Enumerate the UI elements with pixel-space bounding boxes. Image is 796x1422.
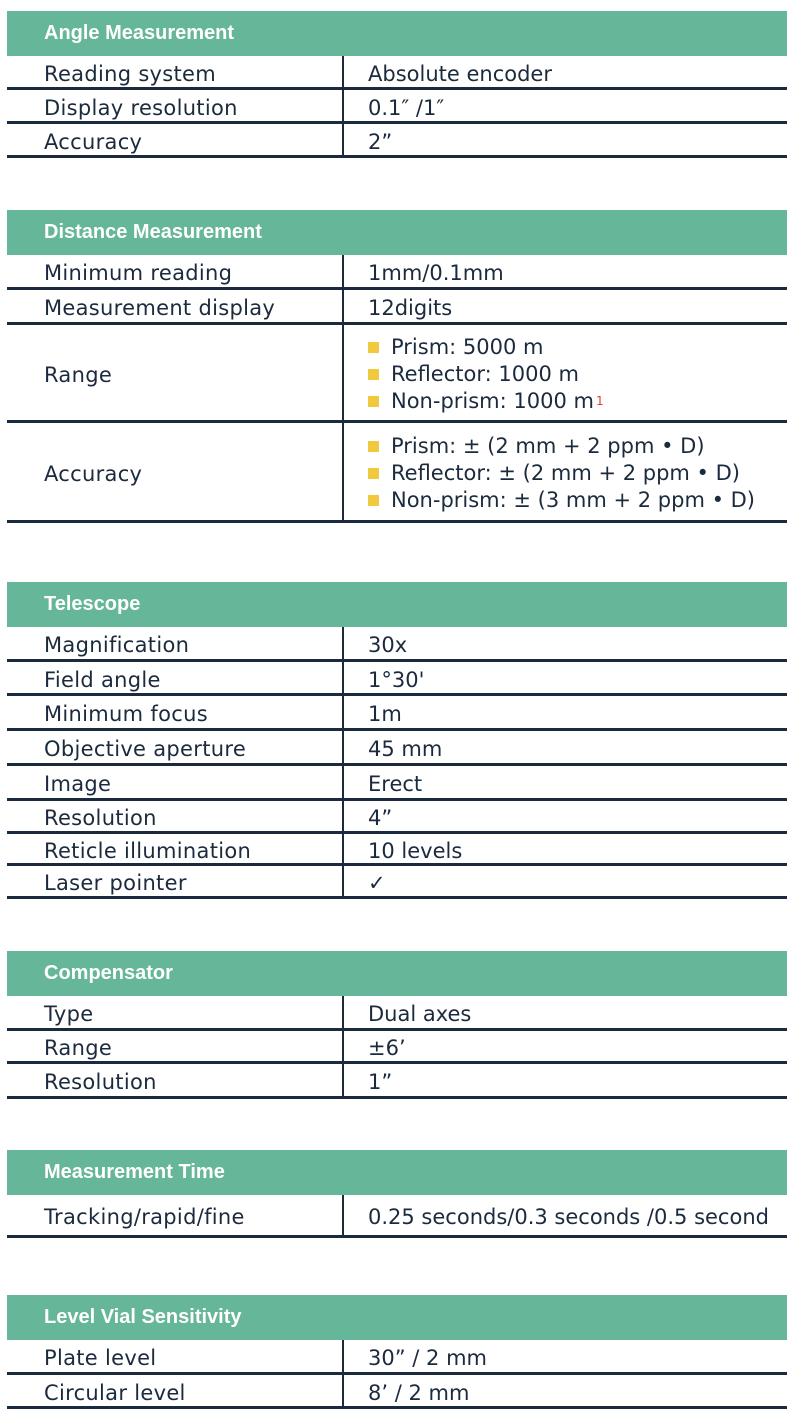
row-value: 0.1″ /1″: [368, 95, 445, 120]
table-row: [7, 290, 787, 325]
section-title: Measurement Time: [44, 1161, 225, 1183]
row-value: 12digits: [368, 296, 453, 320]
table-row: [7, 996, 787, 1031]
bullet-square-icon: [368, 441, 379, 452]
bullet-square-icon: [368, 369, 379, 380]
section-title: Angle Measurement: [44, 22, 235, 44]
section-title: Level Vial Sensitivity: [44, 1306, 242, 1328]
row-label: Accuracy: [7, 124, 344, 155]
row-value: 1m: [368, 702, 402, 726]
section-title: Compensator: [44, 962, 173, 984]
distance-measurement-section: [7, 210, 787, 523]
measurement-time-section: [7, 1150, 787, 1238]
row-label: Plate level: [7, 1340, 344, 1372]
list-item: Non-prism: ± (3 mm + 2 ppm • D): [368, 485, 755, 512]
table-row: [7, 1064, 787, 1099]
row-value: 1°30': [368, 667, 425, 692]
row-label: Accuracy: [7, 423, 344, 520]
telescope-section: [7, 582, 787, 899]
table-row: [7, 866, 787, 899]
row-value: Dual axes: [368, 1002, 472, 1026]
bullet-square-icon: [368, 468, 379, 479]
row-value: [344, 325, 787, 420]
table-row: [7, 731, 787, 766]
row-value: 10 levels: [368, 838, 463, 863]
list-item: Reflector: ± (2 mm + 2 ppm • D): [368, 458, 755, 485]
row-label: Laser pointer: [7, 866, 344, 896]
section-title: Telescope: [44, 593, 141, 615]
row-value: 4”: [368, 806, 393, 830]
row-label: Type: [7, 996, 344, 1028]
row-label: Minimum focus: [7, 696, 344, 728]
compensator-section: [7, 951, 787, 1099]
section-header: [7, 11, 787, 56]
table-row: [7, 124, 787, 158]
checkmark-icon: ✓: [368, 871, 386, 895]
table-row: [7, 1031, 787, 1064]
level-vial-section: [7, 1295, 787, 1409]
table-row-range: [7, 325, 787, 423]
row-value: 30” / 2 mm: [368, 1346, 487, 1370]
table-row: [7, 766, 787, 801]
footnote-marker: 1: [595, 394, 604, 408]
row-label: Field angle: [7, 662, 344, 693]
row-label: Resolution: [7, 801, 344, 831]
section-header: [7, 582, 787, 627]
list-item: Prism: ± (2 mm + 2 ppm • D): [368, 431, 755, 458]
row-value: 0.25 seconds/0.3 seconds /0.5 second: [368, 1205, 769, 1229]
section-header: [7, 951, 787, 996]
row-label: Circular level: [7, 1375, 344, 1406]
section-header: [7, 1150, 787, 1195]
row-value: 2”: [368, 129, 393, 154]
row-label: Objective aperture: [7, 731, 344, 763]
row-label: Range: [7, 325, 344, 420]
row-value: [344, 866, 787, 896]
row-label: Reticle illumination: [7, 834, 344, 863]
row-label: Minimum reading: [7, 255, 344, 287]
row-value: 1mm/0.1mm: [368, 261, 504, 285]
table-row: [7, 801, 787, 834]
row-label: Magnification: [7, 627, 344, 659]
section-header: [7, 210, 787, 255]
row-label: Resolution: [7, 1064, 344, 1096]
row-label: Measurement display: [7, 290, 344, 322]
row-label: Range: [7, 1031, 344, 1061]
row-value: 8’ / 2 mm: [368, 1380, 470, 1405]
angle-measurement-section: [7, 11, 787, 158]
table-row: [7, 662, 787, 696]
row-value: [344, 423, 787, 520]
row-label: Display resolution: [7, 90, 344, 121]
row-label: Reading system: [7, 56, 344, 87]
row-value: 45 mm: [368, 737, 443, 761]
row-value: 30x: [368, 633, 408, 657]
table-row: [7, 1195, 787, 1238]
row-value: 1”: [368, 1070, 393, 1094]
list-item: Prism: 5000 m: [368, 332, 604, 359]
table-row: [7, 627, 787, 662]
bullet-square-icon: [368, 396, 379, 407]
row-value: Absolute encoder: [368, 61, 552, 86]
table-row: [7, 255, 787, 290]
bullet-square-icon: [368, 342, 379, 353]
row-label: Tracking/rapid/fine: [7, 1195, 344, 1235]
row-value: Erect: [368, 772, 423, 796]
row-value: ±6’: [368, 1036, 406, 1060]
range-list: [368, 332, 604, 413]
table-row: [7, 90, 787, 124]
table-row: [7, 696, 787, 731]
table-row: [7, 1375, 787, 1409]
table-row: [7, 834, 787, 866]
list-item: Reflector: 1000 m: [368, 359, 604, 386]
table-row: [7, 56, 787, 90]
table-row: [7, 1340, 787, 1375]
section-title: Distance Measurement: [44, 221, 262, 243]
row-label: Image: [7, 766, 344, 798]
section-header: [7, 1295, 787, 1340]
bullet-square-icon: [368, 495, 379, 506]
list-item: Non-prism: 1000 m 1: [368, 386, 604, 413]
accuracy-list: [368, 431, 755, 512]
table-row-accuracy: [7, 423, 787, 523]
